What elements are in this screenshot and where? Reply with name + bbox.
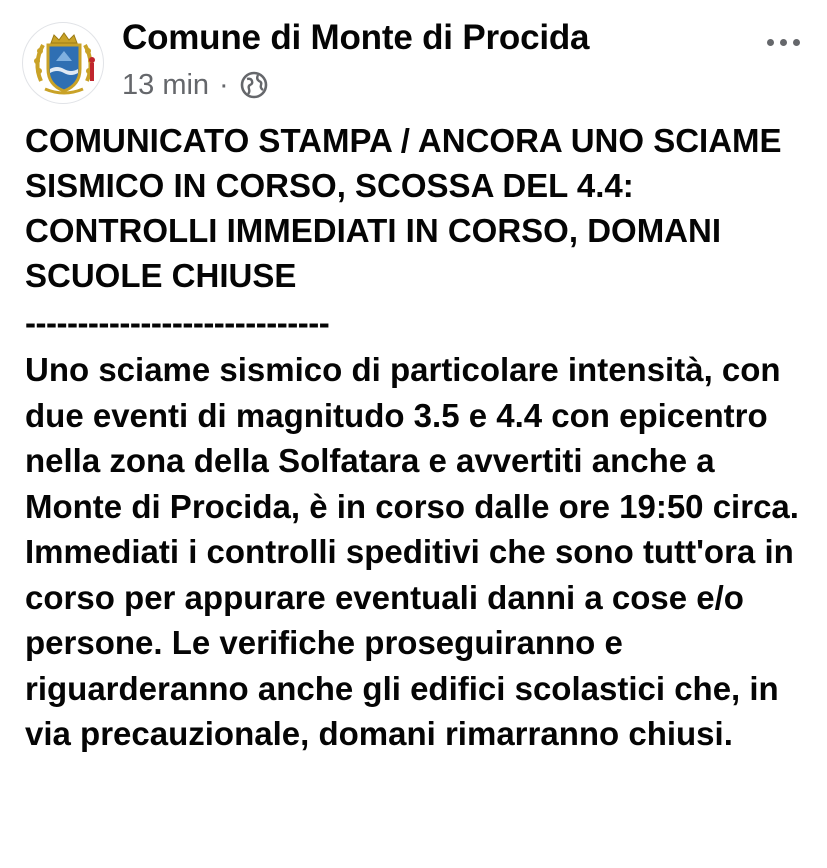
municipal-crest-icon bbox=[23, 23, 104, 104]
meta-separator: · bbox=[219, 68, 229, 101]
post-timestamp[interactable]: 13 min bbox=[122, 68, 210, 101]
globe-icon[interactable] bbox=[239, 70, 269, 100]
more-options-icon-dot bbox=[780, 39, 787, 46]
post-headline: COMUNICATO STAMPA / ANCORA UNO SCIAME SISMICO IN CORSO, SCOSSA DEL 4.4: CONTROLLI IMMEDIATI IN CORSO, DOMANI SCUOLE CHIUSE bbox=[25, 122, 782, 294]
more-options-icon-dot bbox=[793, 39, 800, 46]
page-avatar[interactable] bbox=[22, 22, 104, 104]
more-options-button[interactable] bbox=[758, 28, 808, 56]
more-options-icon bbox=[767, 39, 774, 46]
post-meta bbox=[122, 66, 269, 104]
page-name-link[interactable]: Comune di Monte di Procida bbox=[122, 18, 590, 57]
post-body: Uno sciame sismico di particolare intensità, con due eventi di magnitudo 3.5 e 4.4 con epicentro nella zona della Solfatara e avvertiti anche a Monte di Procida, è in corso dalle ore 19:50 circa. Immediati i controlli speditivi che sono tutt'ora in corso per appurare eventuali danni a cose e/o persone. Le verifiche proseguiranno e riguarderanno anche gli edifici scolastici che, in via precauzionale, domani rimarranno chiusi. bbox=[25, 351, 799, 752]
text-divider: ----------------------------- bbox=[25, 304, 330, 341]
